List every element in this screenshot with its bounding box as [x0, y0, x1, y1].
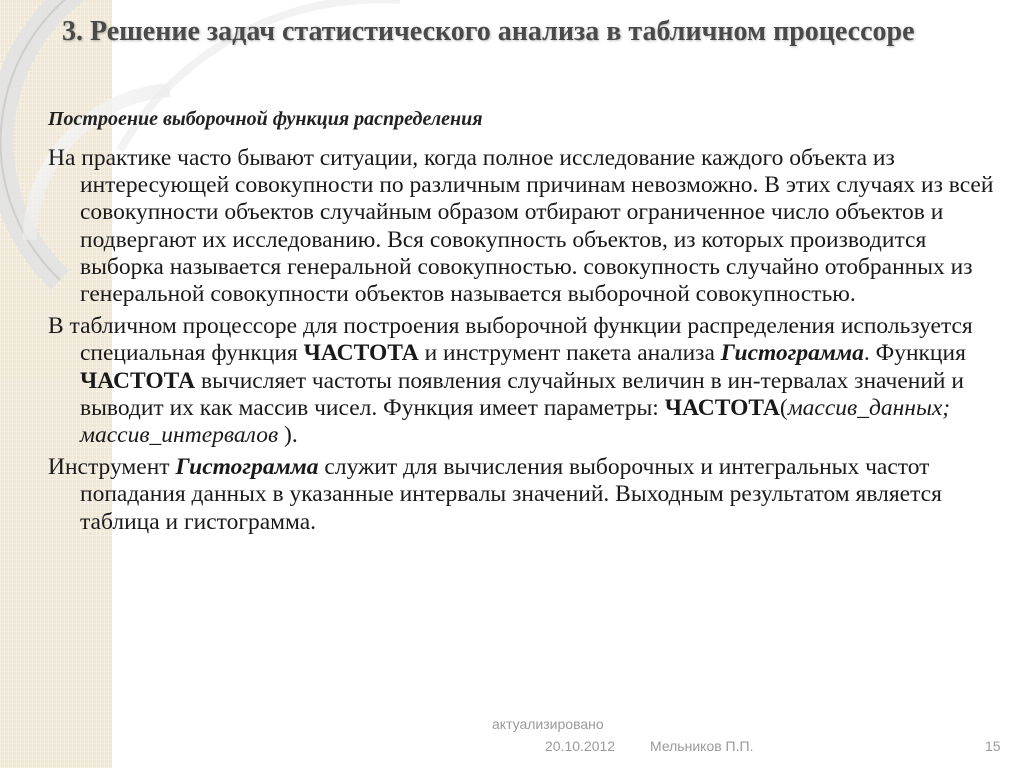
function-name-chastota: ЧАСТОТА — [80, 367, 196, 394]
text-span: Инструмент — [48, 454, 176, 481]
slide-title: 3. Решение задач статистического анализа в табличном процессоре — [62, 16, 915, 47]
tool-name-histogram: Гистограмма — [175, 454, 319, 481]
tool-name-histogram: Гистограмма — [720, 340, 864, 367]
text-span: вычисляет частоты появления случайных величин в ин-тервалах значений и выводит их как массив чисел. Функция имеет параметры: — [80, 367, 964, 421]
paragraph-histogram-tool — [48, 454, 998, 536]
function-name-chastota: ЧАСТОТА — [664, 394, 780, 421]
footer-date: 20.10.2012 — [545, 738, 616, 754]
text-span: и инструмент пакета анализа — [418, 340, 721, 367]
text-span: . Функция — [863, 340, 966, 367]
footer-updated-label: актуализировано — [492, 716, 604, 732]
slide-body — [48, 145, 998, 541]
text-span: ( — [779, 394, 788, 421]
text-span: ). — [284, 422, 298, 449]
text-span: В табличном процессоре для построения выборочной функции распределения используется специальная функция — [48, 313, 973, 367]
paragraph-frequency-function — [48, 313, 998, 449]
slide-subtitle: Построение выборочной функция распределения — [48, 108, 483, 130]
slide-number: 15 — [985, 738, 1001, 754]
footer-author: Мельников П.П. — [650, 738, 754, 754]
paragraph-sampling: На практике часто бывают ситуации, когда полное исследование каждого объекта из интересующей совокупности по различным причинам невозможно. В этих случаях из всей совокупности объектов случайным образом отбирают ограниченное число объектов и подвергают их исследованию. Вся совокупность объектов, из которых производится выборка называется генеральной совокупностью. совокупность случайно отобранных из генеральной совокупности объектов называется выборочной совокупностью. — [48, 145, 994, 308]
function-arguments: массив_данных; массив_интервалов — [80, 394, 951, 449]
text-span: служит для вычисления выборочных и интегральных частот попадания данных в указанные интервалы значений. Выходным результатом является таблица и гистограмма. — [80, 454, 942, 535]
function-name-chastota: ЧАСТОТА — [303, 340, 419, 367]
